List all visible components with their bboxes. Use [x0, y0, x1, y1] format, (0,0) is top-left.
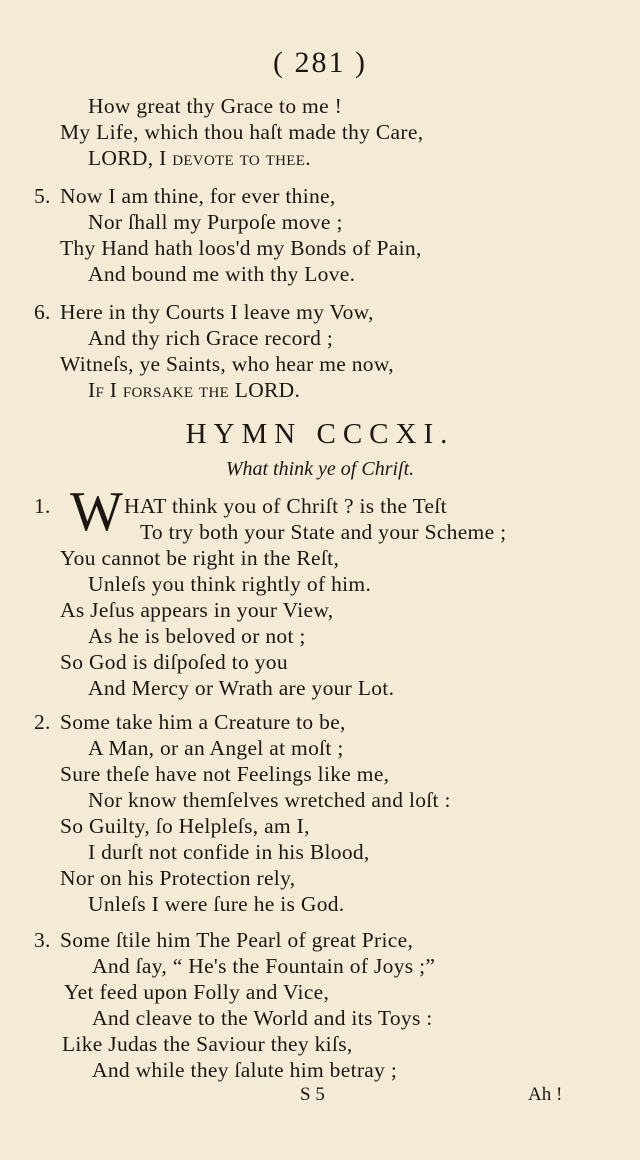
intro-line-1: How great thy Grace to me ! — [88, 94, 343, 118]
hymn-stanza-2-line-4: Nor know themſelves wretched and loſt : — [88, 788, 451, 812]
hymn-stanza-1-line-8: And Mercy or Wrath are your Lot. — [88, 676, 395, 700]
stanza-6-line-3: Witneſs, ye Saints, who hear me now, — [60, 352, 394, 376]
hymn-stanza-1-line-2: To try both your State and your Scheme ; — [140, 520, 507, 544]
stanza-5-line-2: Nor ſhall my Purpoſe move ; — [88, 210, 343, 234]
hymn-stanza-1-line-7: So God is diſpoſed to you — [60, 650, 288, 674]
hymn-stanza-1-number: 1. — [34, 494, 51, 518]
hymn-stanza-3-line-1: 3. Some ſtile him The Pearl of great Price, — [34, 928, 414, 952]
hymn-stanza-3-line-6: And while they ſalute him betray ; — [92, 1058, 398, 1082]
stanza-6-line-4: If I forſake the LORD. — [88, 378, 301, 402]
hymn-stanza-2-line-3: Sure theſe have not Feelings like me, — [60, 762, 390, 786]
catchword: Ah ! — [528, 1084, 563, 1105]
hymn-stanza-2-line-5: So Guilty, ſo Helpleſs, am I, — [60, 814, 310, 838]
stanza-6-line-1: 6. Here in thy Courts I leave my Vow, — [34, 300, 374, 324]
stanza-6-line-2: And thy rich Grace record ; — [88, 326, 334, 350]
stanza-5-line-3: Thy Hand hath loos'd my Bonds of Pain, — [60, 236, 422, 260]
stanza-5-line-1: 5. Now I am thine, for ever thine, — [34, 184, 336, 208]
hymn-stanza-1-line-5: As Jeſus appears in your View, — [60, 598, 334, 622]
hymn-subtitle: What think ye of Chriſt. — [225, 458, 415, 480]
stanza-5-number: 5. — [34, 184, 51, 208]
drop-cap: W — [70, 481, 123, 543]
hymn-stanza-3-line-2: And ſay, “ He's the Fountain of Joys ;” — [92, 954, 436, 978]
hymn-stanza-2-line-7: Nor on his Protection rely, — [60, 866, 296, 890]
hymn-stanza-2-line-6: I durſt not confide in his Blood, — [88, 840, 370, 864]
hymn-stanza-2-line-2: A Man, or an Angel at moſt ; — [88, 736, 344, 760]
page-number: ( 281 ) — [273, 46, 367, 79]
hymn-stanza-1-line-4: Unleſs you think rightly of him. — [88, 572, 372, 596]
intro-line-2: My Life, which thou haſt made thy Care, — [60, 120, 424, 144]
stanza-5-line-4: And bound me with thy Love. — [88, 262, 356, 286]
hymn-stanza-1-line-3: You cannot be right in the Reſt, — [60, 546, 340, 570]
stanza-6-number: 6. — [34, 300, 51, 324]
hymn-stanza-3-line-3: Yet feed upon Folly and Vice, — [64, 980, 330, 1004]
intro-line-3: LORD, I devote to thee. — [88, 146, 311, 170]
hymn-stanza-2-line-8: Unleſs I were ſure he is God. — [88, 892, 345, 916]
hymn-stanza-2-number: 2. — [34, 710, 51, 734]
signature-mark: S 5 — [300, 1084, 325, 1105]
hymn-stanza-2-line-1: 2. Some take him a Creature to be, — [34, 710, 346, 734]
hymn-stanza-1-line-6: As he is beloved or not ; — [88, 624, 306, 648]
hymn-title: HYMN CCCXI. — [185, 418, 455, 450]
hymn-stanza-3-line-4: And cleave to the World and its Toys : — [92, 1006, 433, 1030]
hymn-stanza-3-number: 3. — [34, 928, 51, 952]
hymn-stanza-1-line-1: HAT think you of Chriſt ? is the Teſt — [124, 494, 447, 518]
hymn-stanza-3-line-5: Like Judas the Saviour they kiſs, — [62, 1032, 353, 1056]
